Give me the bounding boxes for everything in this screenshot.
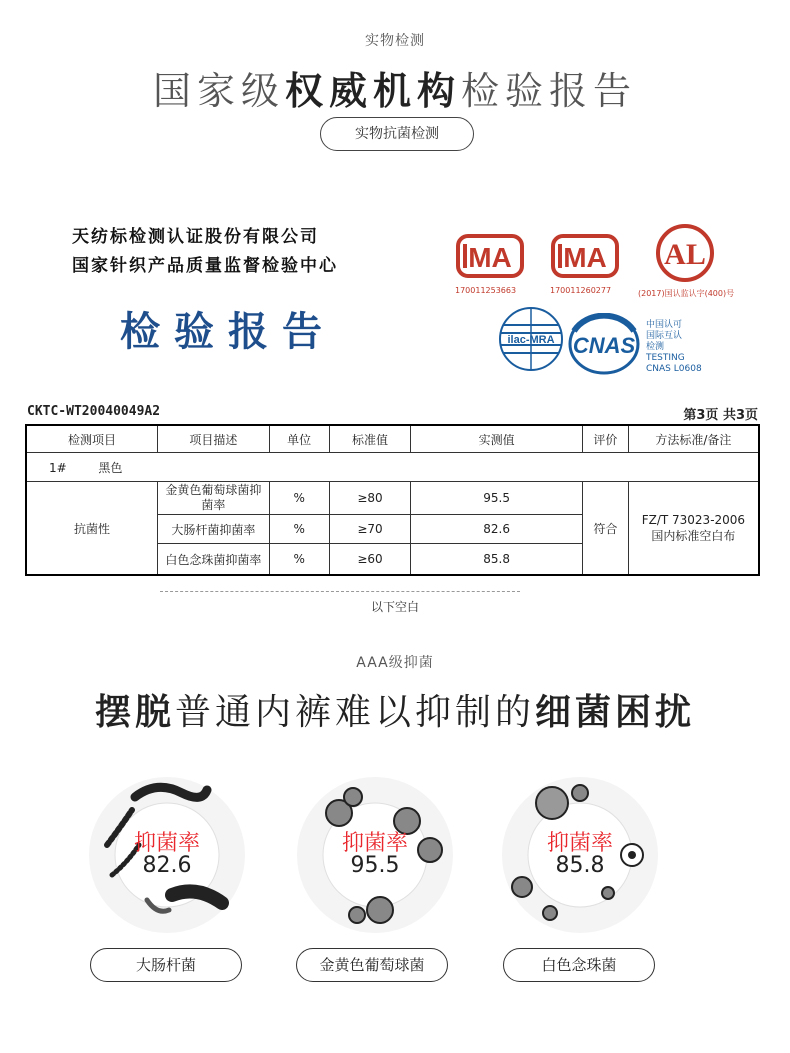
ilac-text: ilac-MRA bbox=[507, 334, 555, 346]
sample-color: 黑色 bbox=[98, 460, 123, 475]
bacteria-name-pill: 大肠杆菌 bbox=[90, 948, 242, 982]
cal-caption: (2017)国认监认字(400)号 bbox=[638, 289, 735, 298]
row-standard: ≥70 bbox=[329, 515, 411, 544]
report-number: CKTC-WT20040049A2 bbox=[27, 404, 161, 419]
rate-value: 82.6 bbox=[142, 853, 192, 878]
cal-logo bbox=[638, 222, 738, 299]
cnas-caption-line: 中国认可 bbox=[646, 320, 683, 330]
rate-value: 95.5 bbox=[350, 853, 400, 878]
table-header: 方法标准/备注 bbox=[628, 425, 759, 453]
rate-label-candida bbox=[500, 833, 660, 877]
evaluation: 符合 bbox=[582, 482, 628, 576]
sample-cell bbox=[26, 453, 759, 482]
detection-pill: 实物抗菌检测 bbox=[320, 117, 474, 151]
table-header: 检测项目 bbox=[26, 425, 158, 453]
cnas-caption-line: TESTING bbox=[646, 353, 685, 363]
headline-bold: 细菌困扰 bbox=[535, 692, 696, 733]
cnas-caption-line: 检测 bbox=[646, 342, 665, 352]
rate-label: 抑菌率 bbox=[546, 831, 613, 856]
cma-caption-1: 170011253663 bbox=[455, 286, 517, 295]
table-header-row bbox=[26, 425, 759, 453]
cnas-mark-icon bbox=[568, 313, 640, 375]
divider bbox=[160, 591, 520, 592]
row-unit: % bbox=[269, 544, 329, 576]
table-header: 评价 bbox=[582, 425, 628, 453]
section-headline bbox=[0, 684, 790, 735]
sample-number: 1# bbox=[49, 460, 67, 475]
ilac-globe-icon bbox=[498, 303, 564, 375]
report-table bbox=[25, 424, 760, 576]
row-unit: % bbox=[269, 515, 329, 544]
method-line: FZ/T 73023-2006 bbox=[641, 512, 746, 527]
svg-text:MA: MA bbox=[468, 242, 512, 273]
cma-mark-icon bbox=[550, 232, 620, 282]
rate-label-staph bbox=[295, 833, 455, 877]
method-line: 国内标准空白布 bbox=[651, 528, 736, 543]
svg-text:AL: AL bbox=[664, 238, 706, 271]
cnas-text: CNAS bbox=[572, 333, 636, 358]
row-desc: 金黄色葡萄球菌抑菌率 bbox=[158, 482, 270, 515]
cal-mark-icon bbox=[650, 222, 720, 284]
bacteria-name-pill: 白色念珠菌 bbox=[503, 948, 655, 982]
headline-pre: 国家级 bbox=[152, 69, 285, 113]
page-indicator: 第3页 共3页 bbox=[683, 408, 758, 423]
below-blank-note: 以下空白 bbox=[370, 600, 419, 614]
svg-text:MA: MA bbox=[563, 242, 607, 273]
report-title: 检验报告 bbox=[120, 308, 336, 355]
sample-row bbox=[26, 453, 759, 482]
row-desc: 白色念珠菌抑菌率 bbox=[158, 544, 270, 576]
row-desc: 大肠杆菌抑菌率 bbox=[158, 515, 270, 544]
section-kicker: 实物检测 bbox=[365, 33, 425, 49]
table-header: 实测值 bbox=[411, 425, 582, 453]
row-unit: % bbox=[269, 482, 329, 515]
table-header: 标准值 bbox=[329, 425, 411, 453]
cma-logo-1 bbox=[455, 232, 545, 295]
headline-mid: 普通内裤难以抑制的 bbox=[174, 692, 535, 733]
cnas-caption-line: 国际互认 bbox=[646, 331, 683, 341]
bacteria-name-pill: 金黄色葡萄球菌 bbox=[296, 948, 448, 982]
row-measured: 82.6 bbox=[411, 515, 582, 544]
row-measured: 95.5 bbox=[411, 482, 582, 515]
rate-label-ecoli bbox=[87, 833, 247, 877]
table-header: 单位 bbox=[269, 425, 329, 453]
row-standard: ≥80 bbox=[329, 482, 411, 515]
section-kicker: AAA级抑菌 bbox=[356, 655, 434, 671]
cnas-caption bbox=[646, 320, 702, 375]
org-name-2: 国家针织产品质量监督检验中心 bbox=[72, 256, 338, 276]
cnas-caption-line: CNAS L0608 bbox=[646, 364, 702, 374]
table-header: 项目描述 bbox=[158, 425, 270, 453]
cma-mark-icon bbox=[455, 232, 525, 282]
headline-bold: 权威机构 bbox=[284, 69, 461, 113]
row-standard: ≥60 bbox=[329, 544, 411, 576]
headline-post: 检验报告 bbox=[461, 69, 638, 113]
rate-label: 抑菌率 bbox=[341, 831, 408, 856]
table-row bbox=[26, 482, 759, 515]
org-name-1: 天纺标检测认证股份有限公司 bbox=[72, 227, 319, 247]
row-measured: 85.8 bbox=[411, 544, 582, 576]
cnas-logo bbox=[568, 313, 640, 379]
headline-bold: 摆脱 bbox=[94, 692, 175, 733]
page-headline bbox=[0, 60, 790, 115]
cma-logo-2 bbox=[550, 232, 640, 295]
cma-caption-2: 170011260277 bbox=[550, 286, 612, 295]
ilac-mra-logo bbox=[498, 303, 564, 379]
test-item: 抗菌性 bbox=[26, 482, 158, 576]
rate-label: 抑菌率 bbox=[133, 831, 200, 856]
rate-value: 85.8 bbox=[555, 853, 605, 878]
method-standard bbox=[628, 482, 759, 576]
